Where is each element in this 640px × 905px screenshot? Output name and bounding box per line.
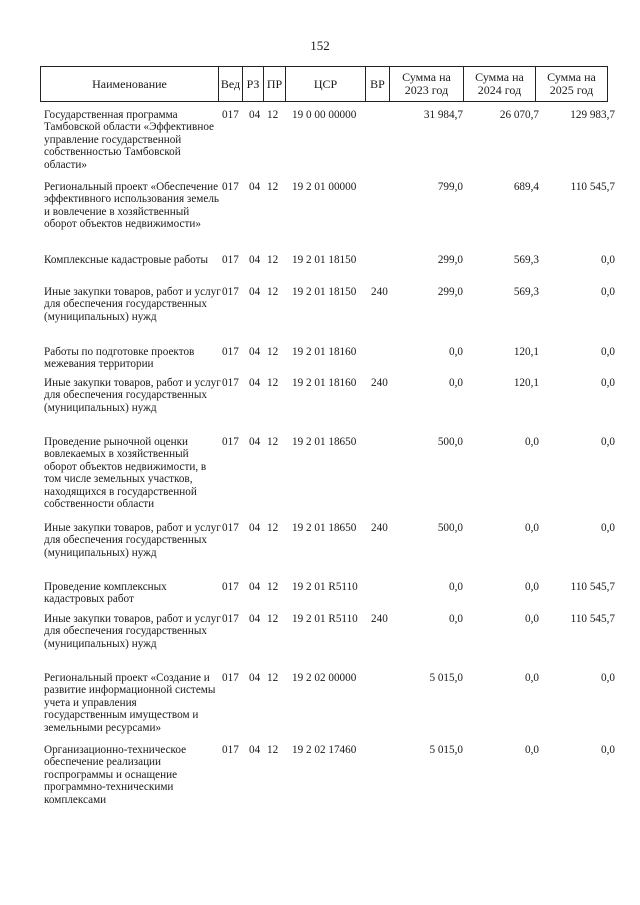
row-sum-2025: 0,0 <box>601 377 615 389</box>
row-csr: 19 0 00 00000 <box>292 109 357 121</box>
row-pr: 12 <box>267 286 279 298</box>
row-name: Иные закупки товаров, работ и услуг для обеспечения государственных (муниципальных) нужд <box>44 286 221 323</box>
row-sum-2023: 500,0 <box>437 436 463 448</box>
row-sum-2025: 0,0 <box>601 254 615 266</box>
row-pr: 12 <box>267 377 279 389</box>
row-csr: 19 2 01 00000 <box>292 181 357 193</box>
row-sum-2024: 0,0 <box>525 436 539 448</box>
row-rz: 04 <box>249 436 261 448</box>
row-rz: 04 <box>249 109 261 121</box>
row-sum-2023: 299,0 <box>437 286 463 298</box>
row-sum-2023: 0,0 <box>449 377 463 389</box>
row-sum-2025: 110 545,7 <box>570 581 615 593</box>
row-sum-2024: 0,0 <box>525 744 539 756</box>
row-name: Региональный проект «Создание и развитие информационной системы учета и управления государственным имуществом и земельными ресурсами» <box>44 672 216 734</box>
row-vr: 240 <box>371 286 388 298</box>
row-sum-2025: 0,0 <box>601 286 615 298</box>
header-pr: ПР <box>264 67 286 101</box>
row-pr: 12 <box>267 181 279 193</box>
row-csr: 19 2 01 18650 <box>292 436 357 448</box>
row-csr: 19 2 01 18650 <box>292 522 357 534</box>
row-rz: 04 <box>249 377 261 389</box>
row-rz: 04 <box>249 181 261 193</box>
row-csr: 19 2 01 R5110 <box>292 581 358 593</box>
row-rz: 04 <box>249 672 261 684</box>
row-sum-2024: 0,0 <box>525 522 539 534</box>
row-csr: 19 2 01 R5110 <box>292 613 358 625</box>
row-csr: 19 2 01 18160 <box>292 346 357 358</box>
row-sum-2024: 0,0 <box>525 672 539 684</box>
row-pr: 12 <box>267 522 279 534</box>
row-rz: 04 <box>249 581 261 593</box>
header-vr: ВР <box>366 67 390 101</box>
row-csr: 19 2 01 18150 <box>292 286 357 298</box>
row-ved: 017 <box>222 744 239 756</box>
row-pr: 12 <box>267 436 279 448</box>
row-csr: 19 2 02 00000 <box>292 672 357 684</box>
table-header <box>40 66 608 102</box>
row-name: Комплексные кадастровые работы <box>44 254 209 266</box>
row-rz: 04 <box>249 613 261 625</box>
row-name: Региональный проект «Обеспечение эффективного использования земель и вовлечение в хозяйственный оборот объектов недвижимости» <box>44 181 220 231</box>
row-name: Иные закупки товаров, работ и услуг для обеспечения государственных (муниципальных) нужд <box>44 522 221 559</box>
row-sum-2024: 26 070,7 <box>499 109 539 121</box>
row-pr: 12 <box>267 581 279 593</box>
row-ved: 017 <box>222 109 239 121</box>
row-name: Государственная программа Тамбовской области «Эффективное управление государственной собственностью Тамбовской области» <box>44 109 215 171</box>
row-rz: 04 <box>249 254 261 266</box>
row-name: Проведение рыночной оценки вовлекаемых в хозяйственный оборот объектов недвижимости, в том числе земельных участков, находящихся в государственной собственности области <box>44 436 207 511</box>
row-pr: 12 <box>267 744 279 756</box>
row-sum-2024: 120,1 <box>513 377 539 389</box>
header-csr: ЦСР <box>286 67 366 101</box>
row-rz: 04 <box>249 346 261 358</box>
row-ved: 017 <box>222 181 239 193</box>
row-ved: 017 <box>222 672 239 684</box>
row-sum-2025: 129 983,7 <box>570 109 615 121</box>
row-ved: 017 <box>222 581 239 593</box>
row-sum-2025: 0,0 <box>601 436 615 448</box>
row-pr: 12 <box>267 346 279 358</box>
row-sum-2023: 31 984,7 <box>423 109 463 121</box>
row-sum-2023: 299,0 <box>437 254 463 266</box>
row-ved: 017 <box>222 436 239 448</box>
row-rz: 04 <box>249 744 261 756</box>
row-sum-2023: 0,0 <box>449 581 463 593</box>
row-ved: 017 <box>222 346 239 358</box>
row-ved: 017 <box>222 254 239 266</box>
row-ved: 017 <box>222 613 239 625</box>
row-rz: 04 <box>249 522 261 534</box>
row-csr: 19 2 02 17460 <box>292 744 357 756</box>
row-rz: 04 <box>249 286 261 298</box>
row-name: Проведение комплексных кадастровых работ <box>44 581 167 606</box>
header-ved: Вед <box>219 67 243 101</box>
row-csr: 19 2 01 18150 <box>292 254 357 266</box>
row-sum-2023: 5 015,0 <box>429 672 463 684</box>
row-pr: 12 <box>267 109 279 121</box>
row-name: Работы по подготовке проектов межевания территории <box>44 346 195 371</box>
row-sum-2023: 0,0 <box>449 346 463 358</box>
row-sum-2025: 0,0 <box>601 672 615 684</box>
header-sum-2024: Сумма на 2024 год <box>464 67 536 101</box>
row-vr: 240 <box>371 522 388 534</box>
row-vr: 240 <box>371 613 388 625</box>
header-rz: РЗ <box>243 67 264 101</box>
row-sum-2025: 0,0 <box>601 744 615 756</box>
row-vr: 240 <box>371 377 388 389</box>
page-number: 152 <box>310 38 330 53</box>
row-sum-2023: 0,0 <box>449 613 463 625</box>
row-sum-2025: 110 545,7 <box>570 613 615 625</box>
row-sum-2024: 0,0 <box>525 613 539 625</box>
row-sum-2025: 0,0 <box>601 346 615 358</box>
row-sum-2024: 569,3 <box>513 286 539 298</box>
row-ved: 017 <box>222 286 239 298</box>
row-name: Организационно-техническое обеспечение реализации госпрограммы и оснащение программно-техническими комплексами <box>44 744 187 806</box>
row-pr: 12 <box>267 672 279 684</box>
row-sum-2024: 120,1 <box>513 346 539 358</box>
row-sum-2025: 0,0 <box>601 522 615 534</box>
row-sum-2025: 110 545,7 <box>570 181 615 193</box>
row-sum-2024: 569,3 <box>513 254 539 266</box>
row-csr: 19 2 01 18160 <box>292 377 357 389</box>
row-name: Иные закупки товаров, работ и услуг для обеспечения государственных (муниципальных) нужд <box>44 377 221 414</box>
row-sum-2024: 0,0 <box>525 581 539 593</box>
row-sum-2023: 799,0 <box>437 181 463 193</box>
row-sum-2023: 500,0 <box>437 522 463 534</box>
header-sum-2025: Сумма на 2025 год <box>547 70 596 97</box>
row-sum-2023: 5 015,0 <box>429 744 463 756</box>
row-name: Иные закупки товаров, работ и услуг для обеспечения государственных (муниципальных) нужд <box>44 613 221 650</box>
row-ved: 017 <box>222 522 239 534</box>
row-pr: 12 <box>267 613 279 625</box>
row-pr: 12 <box>267 254 279 266</box>
row-sum-2024: 689,4 <box>513 181 539 193</box>
header-sum-2023: Сумма на 2023 год <box>390 67 464 101</box>
row-ved: 017 <box>222 377 239 389</box>
header-name: Наименование <box>41 67 219 101</box>
